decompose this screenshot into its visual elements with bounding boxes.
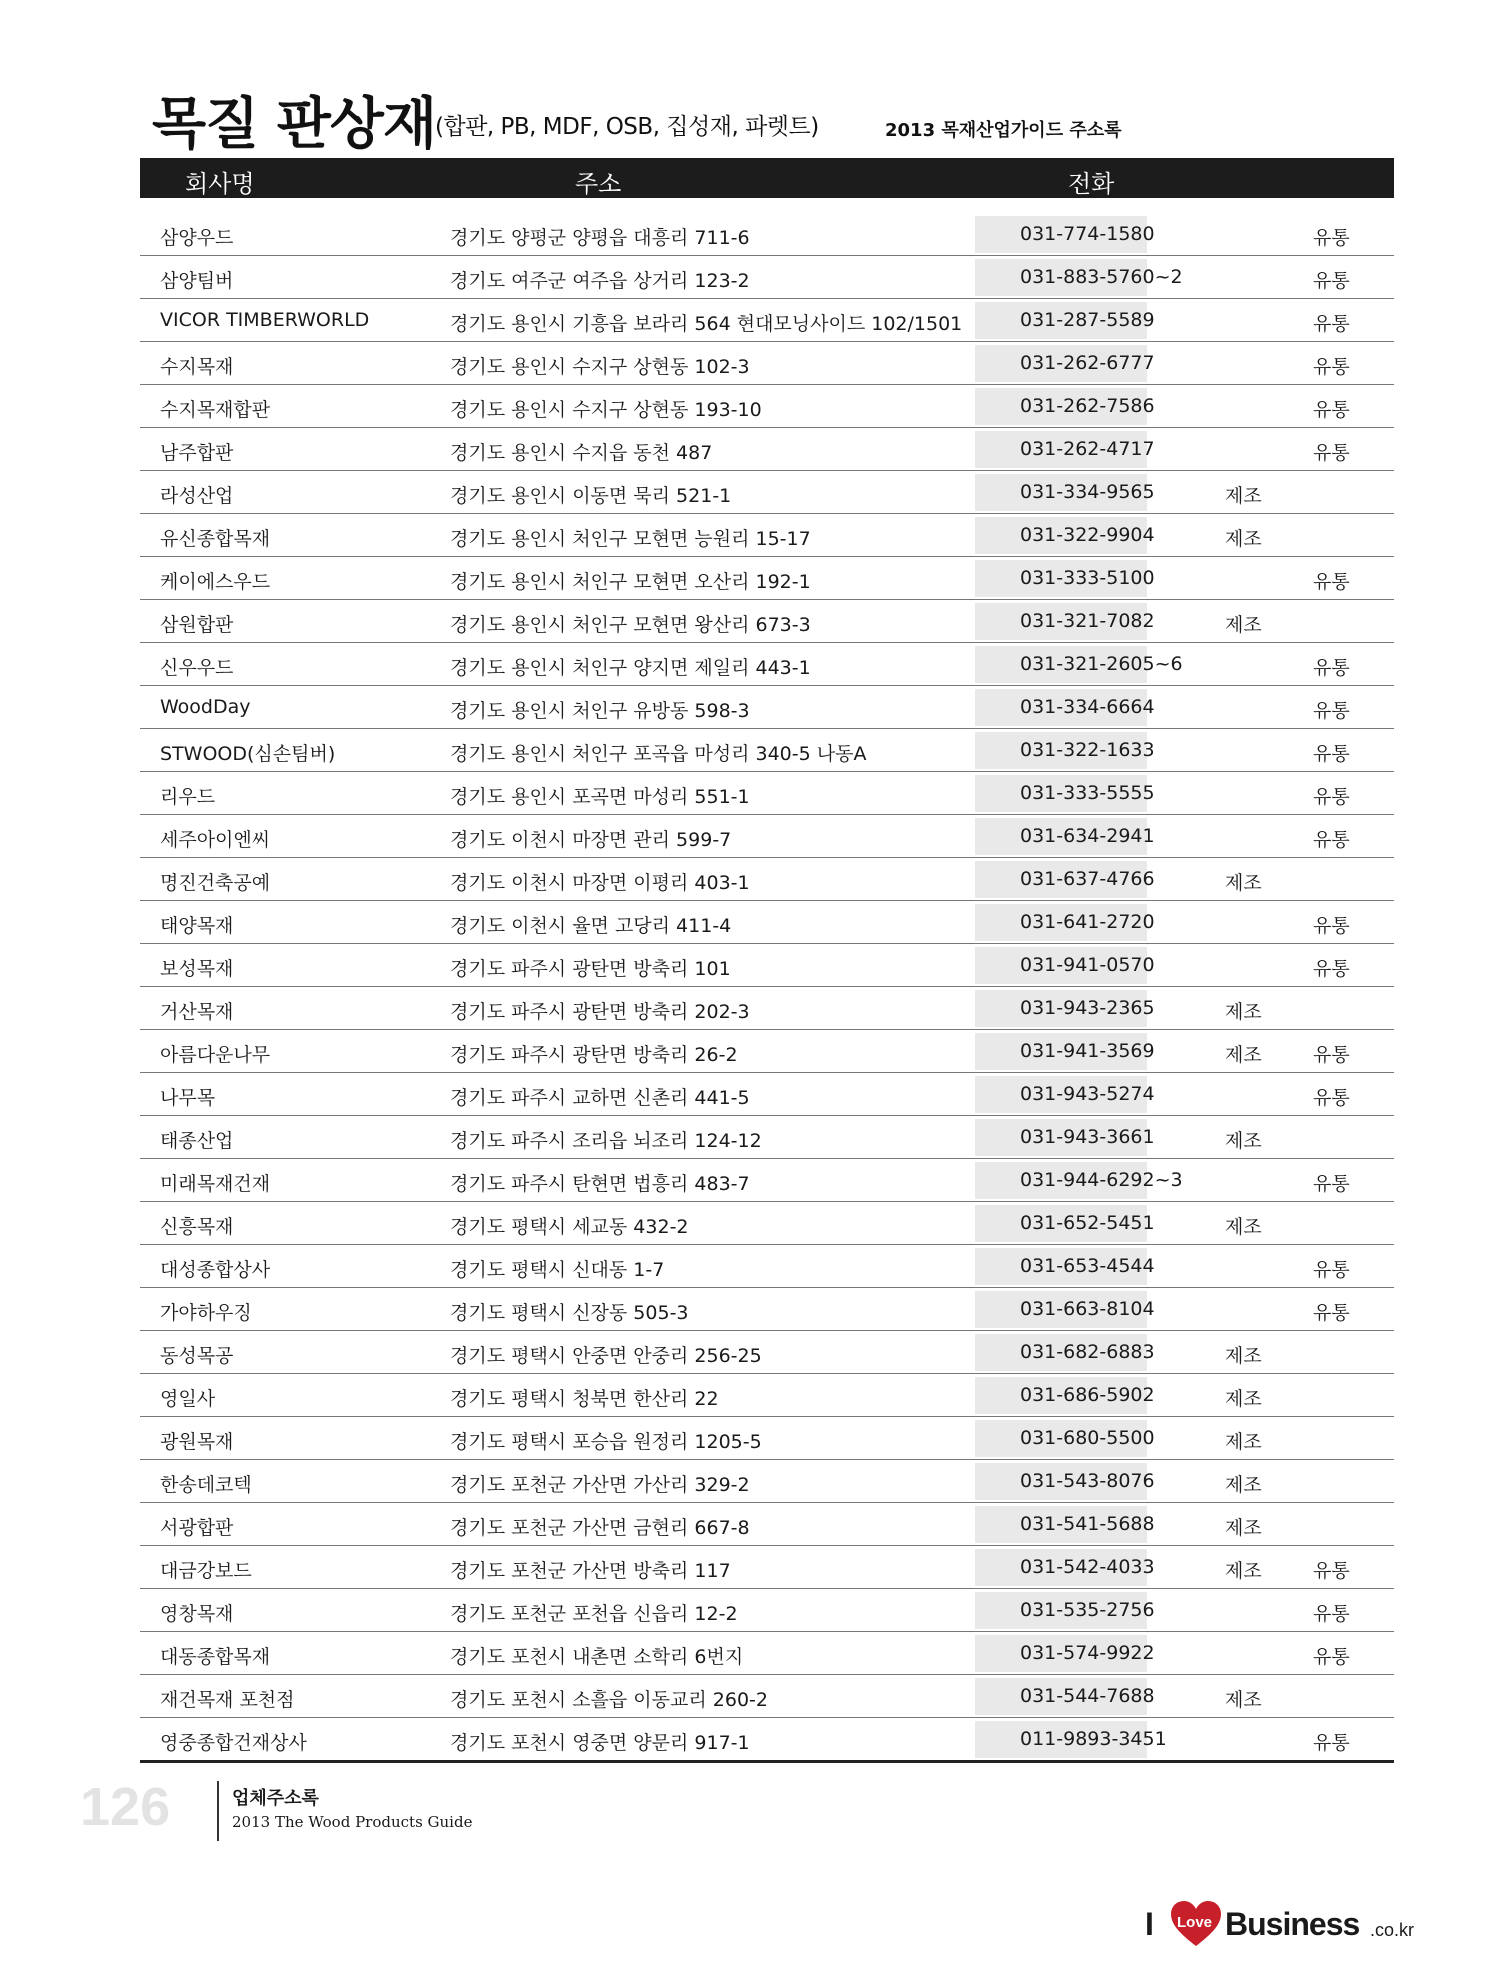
table-row bbox=[140, 1718, 1394, 1763]
table-row bbox=[140, 987, 1394, 1030]
company-name: 나무목 bbox=[160, 1087, 216, 1109]
distributor-flag: 유통 bbox=[1313, 743, 1350, 765]
manufacturer-flag: 제조 bbox=[1225, 1560, 1262, 1582]
footer-guide: 2013 The Wood Products Guide bbox=[232, 1813, 473, 1831]
company-name: 신흥목재 bbox=[160, 1216, 234, 1238]
manufacturer-flag: 제조 bbox=[1225, 872, 1262, 894]
company-name: 세주아이엔씨 bbox=[160, 829, 271, 851]
distributor-flag: 유통 bbox=[1313, 442, 1350, 464]
table-row bbox=[140, 1073, 1394, 1116]
company-phone: 031-321-2605~6 bbox=[1020, 653, 1183, 675]
company-phone: 031-686-5902 bbox=[1020, 1384, 1155, 1406]
page-header bbox=[140, 80, 1400, 158]
table-row bbox=[140, 1374, 1394, 1417]
company-name: 수지목재 bbox=[160, 356, 234, 378]
table-row bbox=[140, 1675, 1394, 1718]
company-phone: 031-941-0570 bbox=[1020, 954, 1155, 976]
company-phone: 031-333-5100 bbox=[1020, 567, 1155, 589]
company-address: 경기도 용인시 처인구 모현면 능원리 15-17 bbox=[450, 528, 811, 550]
company-phone: 031-943-3661 bbox=[1020, 1126, 1155, 1148]
manufacturer-flag: 제조 bbox=[1225, 1517, 1262, 1539]
company-address: 경기도 용인시 기흥읍 보라리 564 현대모닝사이드 102/1501 bbox=[450, 313, 963, 335]
distributor-flag: 유통 bbox=[1313, 1173, 1350, 1195]
company-address: 경기도 파주시 교하면 신촌리 441-5 bbox=[450, 1087, 750, 1109]
table-row bbox=[140, 686, 1394, 729]
distributor-flag: 유통 bbox=[1313, 915, 1350, 937]
company-name: 영창목재 bbox=[160, 1603, 234, 1625]
company-name: 대금강보드 bbox=[160, 1560, 252, 1582]
company-phone: 031-333-5555 bbox=[1020, 782, 1155, 804]
distributor-flag: 유통 bbox=[1313, 1646, 1350, 1668]
table-row bbox=[140, 342, 1394, 385]
distributor-flag: 유통 bbox=[1313, 270, 1350, 292]
distributor-flag: 유통 bbox=[1313, 1732, 1350, 1754]
table-row bbox=[140, 557, 1394, 600]
company-name: 신우우드 bbox=[160, 657, 234, 679]
company-phone: 031-653-4544 bbox=[1020, 1255, 1155, 1277]
manufacturer-flag: 제조 bbox=[1225, 1345, 1262, 1367]
table-row bbox=[140, 514, 1394, 557]
page-subtitle: (합판, PB, MDF, OSB, 집성재, 파렛트) bbox=[435, 114, 819, 140]
table-row bbox=[140, 256, 1394, 299]
company-phone: 031-943-5274 bbox=[1020, 1083, 1155, 1105]
manufacturer-flag: 제조 bbox=[1225, 1689, 1262, 1711]
distributor-flag: 유통 bbox=[1313, 829, 1350, 851]
table-row bbox=[140, 299, 1394, 342]
company-phone: 031-322-1633 bbox=[1020, 739, 1155, 761]
company-name: 태종산업 bbox=[160, 1130, 234, 1152]
table-row bbox=[140, 815, 1394, 858]
company-phone: 031-334-6664 bbox=[1020, 696, 1155, 718]
company-name: 남주합판 bbox=[160, 442, 234, 464]
company-phone: 031-541-5688 bbox=[1020, 1513, 1155, 1535]
company-name: 라성산업 bbox=[160, 485, 234, 507]
manufacturer-flag: 제조 bbox=[1225, 1431, 1262, 1453]
company-address: 경기도 평택시 신대동 1-7 bbox=[450, 1259, 665, 1281]
table-row bbox=[140, 1288, 1394, 1331]
company-name: 삼양우드 bbox=[160, 227, 234, 249]
company-address: 경기도 용인시 수지구 상현동 102-3 bbox=[450, 356, 750, 378]
company-phone: 031-943-2365 bbox=[1020, 997, 1155, 1019]
company-phone: 031-535-2756 bbox=[1020, 1599, 1155, 1621]
company-phone: 031-321-7082 bbox=[1020, 610, 1155, 632]
table-row bbox=[140, 1460, 1394, 1503]
company-name: 태양목재 bbox=[160, 915, 234, 937]
table-row bbox=[140, 1632, 1394, 1675]
column-header-phone: 전화 bbox=[1068, 170, 1115, 198]
distributor-flag: 유통 bbox=[1313, 700, 1350, 722]
company-phone: 031-334-9565 bbox=[1020, 481, 1155, 503]
company-address: 경기도 파주시 광탄면 방축리 202-3 bbox=[450, 1001, 750, 1023]
manufacturer-flag: 제조 bbox=[1225, 1474, 1262, 1496]
table-row bbox=[140, 1116, 1394, 1159]
company-address: 경기도 이천시 마장면 관리 599-7 bbox=[450, 829, 732, 851]
company-name: 한송데코텍 bbox=[160, 1474, 252, 1496]
publisher-logo bbox=[1145, 1900, 1465, 1950]
distributor-flag: 유통 bbox=[1313, 1560, 1350, 1582]
table-row bbox=[140, 385, 1394, 428]
distributor-flag: 유통 bbox=[1313, 1302, 1350, 1324]
page-title: 목질 판상재 bbox=[152, 92, 436, 157]
distributor-flag: 유통 bbox=[1313, 1259, 1350, 1281]
distributor-flag: 유통 bbox=[1313, 227, 1350, 249]
company-phone: 031-262-7586 bbox=[1020, 395, 1155, 417]
manufacturer-flag: 제조 bbox=[1225, 1044, 1262, 1066]
company-name: 가야하우징 bbox=[160, 1302, 252, 1324]
guide-label: 2013 목재산업가이드 주소록 bbox=[885, 120, 1122, 141]
company-address: 경기도 포천군 가산면 방축리 117 bbox=[450, 1560, 731, 1582]
company-name: 아름다운나무 bbox=[160, 1044, 271, 1066]
manufacturer-flag: 제조 bbox=[1225, 485, 1262, 507]
company-address: 경기도 용인시 수지읍 동천 487 bbox=[450, 442, 713, 464]
table-row bbox=[140, 1417, 1394, 1460]
company-name: 영중종합건재상사 bbox=[160, 1732, 307, 1754]
manufacturer-flag: 제조 bbox=[1225, 1001, 1262, 1023]
company-address: 경기도 양평군 양평읍 대흥리 711-6 bbox=[450, 227, 750, 249]
company-name: VICOR TIMBERWORLD bbox=[160, 309, 370, 331]
distributor-flag: 유통 bbox=[1313, 1603, 1350, 1625]
logo-i: I bbox=[1145, 1906, 1154, 1942]
company-name: 케이에스우드 bbox=[160, 571, 271, 593]
company-phone: 031-287-5589 bbox=[1020, 309, 1155, 331]
company-phone: 031-680-5500 bbox=[1020, 1427, 1155, 1449]
company-address: 경기도 파주시 광탄면 방축리 101 bbox=[450, 958, 731, 980]
company-name: 리우드 bbox=[160, 786, 216, 808]
company-address: 경기도 용인시 처인구 포곡읍 마성리 340-5 나동A bbox=[450, 743, 867, 765]
company-phone: 031-637-4766 bbox=[1020, 868, 1155, 890]
page-number: 126 bbox=[80, 1777, 171, 1837]
company-address: 경기도 평택시 신장동 505-3 bbox=[450, 1302, 689, 1324]
table-row bbox=[140, 901, 1394, 944]
company-address: 경기도 용인시 포곡면 마성리 551-1 bbox=[450, 786, 750, 808]
company-phone: 031-652-5451 bbox=[1020, 1212, 1155, 1234]
company-name: 수지목재합판 bbox=[160, 399, 271, 421]
manufacturer-flag: 제조 bbox=[1225, 614, 1262, 636]
company-phone: 031-774-1580 bbox=[1020, 223, 1155, 245]
manufacturer-flag: 제조 bbox=[1225, 1388, 1262, 1410]
table-row bbox=[140, 471, 1394, 514]
company-phone: 031-542-4033 bbox=[1020, 1556, 1155, 1578]
company-address: 경기도 포천시 내촌면 소학리 6번지 bbox=[450, 1646, 744, 1668]
table-row bbox=[140, 1030, 1394, 1073]
company-address: 경기도 포천시 영중면 양문리 917-1 bbox=[450, 1732, 750, 1754]
distributor-flag: 유통 bbox=[1313, 958, 1350, 980]
company-address: 경기도 파주시 조리읍 뇌조리 124-12 bbox=[450, 1130, 762, 1152]
company-address: 경기도 파주시 광탄면 방축리 26-2 bbox=[450, 1044, 738, 1066]
distributor-flag: 유통 bbox=[1313, 571, 1350, 593]
company-name: 거산목재 bbox=[160, 1001, 234, 1023]
manufacturer-flag: 제조 bbox=[1225, 528, 1262, 550]
company-phone: 031-682-6883 bbox=[1020, 1341, 1155, 1363]
company-address: 경기도 용인시 수지구 상현동 193-10 bbox=[450, 399, 762, 421]
company-name: 삼양팀버 bbox=[160, 270, 234, 292]
distributor-flag: 유통 bbox=[1313, 786, 1350, 808]
company-phone: 031-663-8104 bbox=[1020, 1298, 1155, 1320]
company-address: 경기도 용인시 처인구 모현면 오산리 192-1 bbox=[450, 571, 811, 593]
company-phone: 031-322-9904 bbox=[1020, 524, 1155, 546]
company-address: 경기도 이천시 마장면 이평리 403-1 bbox=[450, 872, 750, 894]
company-name: 서광합판 bbox=[160, 1517, 234, 1539]
company-phone: 031-262-6777 bbox=[1020, 352, 1155, 374]
company-address: 경기도 평택시 안중면 안중리 256-25 bbox=[450, 1345, 762, 1367]
company-address: 경기도 용인시 처인구 유방동 598-3 bbox=[450, 700, 750, 722]
table-row bbox=[140, 1331, 1394, 1374]
company-phone: 011-9893-3451 bbox=[1020, 1728, 1167, 1750]
company-address: 경기도 포천시 소흘읍 이동교리 260-2 bbox=[450, 1689, 768, 1711]
company-name: 삼원합판 bbox=[160, 614, 234, 636]
company-name: STWOOD(심손팀버) bbox=[160, 743, 336, 765]
distributor-flag: 유통 bbox=[1313, 313, 1350, 335]
company-address: 경기도 평택시 청북면 한산리 22 bbox=[450, 1388, 719, 1410]
company-phone: 031-544-7688 bbox=[1020, 1685, 1155, 1707]
table-row bbox=[140, 772, 1394, 815]
table-row bbox=[140, 1245, 1394, 1288]
company-phone: 031-543-8076 bbox=[1020, 1470, 1155, 1492]
table-row bbox=[140, 1503, 1394, 1546]
footer-section: 업체주소록 bbox=[232, 1788, 319, 1809]
table-row bbox=[140, 1589, 1394, 1632]
company-phone: 031-883-5760~2 bbox=[1020, 266, 1183, 288]
table-row bbox=[140, 600, 1394, 643]
table-header bbox=[140, 158, 1394, 198]
logo-business: Business bbox=[1225, 1906, 1360, 1942]
company-address: 경기도 용인시 처인구 양지면 제일리 443-1 bbox=[450, 657, 811, 679]
table-row bbox=[140, 729, 1394, 772]
manufacturer-flag: 제조 bbox=[1225, 1130, 1262, 1152]
company-address: 경기도 포천군 가산면 금현리 667-8 bbox=[450, 1517, 750, 1539]
company-address: 경기도 용인시 처인구 모현면 왕산리 673-3 bbox=[450, 614, 811, 636]
company-name: WoodDay bbox=[160, 696, 251, 718]
company-phone: 031-941-3569 bbox=[1020, 1040, 1155, 1062]
column-header-address: 주소 bbox=[575, 170, 622, 198]
table-row bbox=[140, 1159, 1394, 1202]
company-phone: 031-262-4717 bbox=[1020, 438, 1155, 460]
table-row bbox=[140, 428, 1394, 471]
company-address: 경기도 여주군 여주읍 상거리 123-2 bbox=[450, 270, 750, 292]
company-table bbox=[140, 213, 1394, 1763]
company-name: 광원목재 bbox=[160, 1431, 234, 1453]
table-row bbox=[140, 858, 1394, 901]
company-name: 대성종합상사 bbox=[160, 1259, 271, 1281]
company-address: 경기도 평택시 포승읍 원정리 1205-5 bbox=[450, 1431, 762, 1453]
company-address: 경기도 포천군 가산면 가산리 329-2 bbox=[450, 1474, 750, 1496]
company-address: 경기도 포천군 포천읍 신읍리 12-2 bbox=[450, 1603, 738, 1625]
table-row bbox=[140, 944, 1394, 987]
company-phone: 031-634-2941 bbox=[1020, 825, 1155, 847]
company-address: 경기도 평택시 세교동 432-2 bbox=[450, 1216, 689, 1238]
table-row bbox=[140, 213, 1394, 256]
table-row bbox=[140, 1546, 1394, 1589]
company-name: 명진건축공예 bbox=[160, 872, 271, 894]
company-address: 경기도 파주시 탄현면 법흥리 483-7 bbox=[450, 1173, 750, 1195]
footer-divider bbox=[217, 1781, 219, 1841]
distributor-flag: 유통 bbox=[1313, 399, 1350, 421]
logo-domain: .co.kr bbox=[1370, 1920, 1415, 1940]
company-name: 재건목재 포천점 bbox=[160, 1689, 295, 1711]
distributor-flag: 유통 bbox=[1313, 356, 1350, 378]
company-address: 경기도 용인시 이동면 묵리 521-1 bbox=[450, 485, 732, 507]
company-phone: 031-641-2720 bbox=[1020, 911, 1155, 933]
column-header-company: 회사명 bbox=[185, 170, 255, 198]
distributor-flag: 유통 bbox=[1313, 1044, 1350, 1066]
distributor-flag: 유통 bbox=[1313, 1087, 1350, 1109]
logo-love: Love bbox=[1177, 1914, 1213, 1931]
distributor-flag: 유통 bbox=[1313, 657, 1350, 679]
manufacturer-flag: 제조 bbox=[1225, 1216, 1262, 1238]
company-name: 영일사 bbox=[160, 1388, 216, 1410]
table-row bbox=[140, 643, 1394, 686]
company-name: 동성목공 bbox=[160, 1345, 234, 1367]
company-name: 대동종합목재 bbox=[160, 1646, 271, 1668]
company-name: 보성목재 bbox=[160, 958, 234, 980]
company-name: 유신종합목재 bbox=[160, 528, 271, 550]
company-name: 미래목재건재 bbox=[160, 1173, 271, 1195]
table-row bbox=[140, 1202, 1394, 1245]
company-phone: 031-574-9922 bbox=[1020, 1642, 1155, 1664]
company-phone: 031-944-6292~3 bbox=[1020, 1169, 1183, 1191]
company-address: 경기도 이천시 율면 고당리 411-4 bbox=[450, 915, 732, 937]
